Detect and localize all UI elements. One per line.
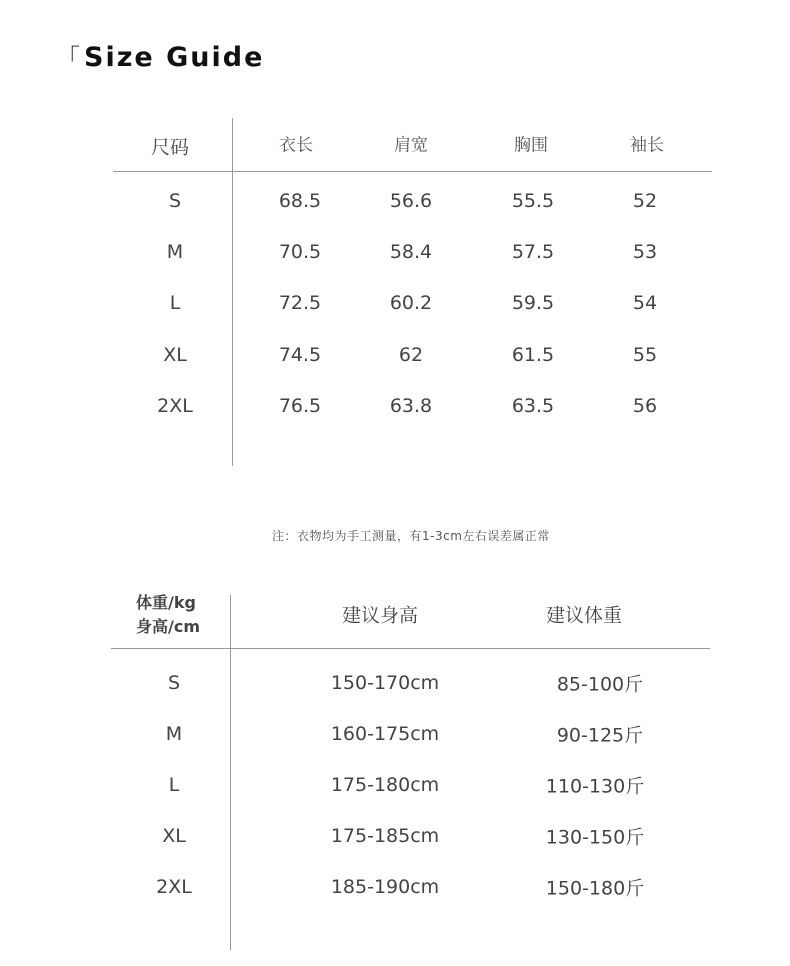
table-cell: L [168,774,180,796]
table2-corner-header [136,591,200,639]
table-cell: 160-175cm [330,723,440,745]
table-cell: 60.2 [389,292,433,314]
title-bracket: 「 [56,44,82,72]
table1-header-size: 尺码 [150,136,190,159]
table-cell: 175-185cm [330,825,440,847]
table-cell: 57.5 [511,241,555,263]
table-cell: 90-125斤 [556,724,644,747]
table-cell: 52 [632,190,658,212]
table-cell: 130-150斤 [545,826,645,849]
table1-header-length: 衣长 [279,135,313,156]
table-cell: XL [162,825,186,847]
table-cell: 150-170cm [330,672,440,694]
table-cell: 76.5 [278,395,322,417]
table-cell: L [169,292,181,314]
table-cell: 110-130斤 [545,775,645,798]
title-text: Size Guide [84,42,265,73]
corner-weight-label: 体重/kg [136,593,196,612]
table-cell: 2XL [157,395,193,417]
table-cell: 2XL [156,876,192,898]
table-cell: XL [163,344,187,366]
table-cell: 68.5 [278,190,322,212]
table-cell: 185-190cm [330,876,440,898]
table2-column-divider [230,595,231,950]
table-cell: M [165,723,183,745]
table-cell: 175-180cm [330,774,440,796]
table2-header-divider [111,648,710,649]
table-cell: S [168,190,182,212]
table-cell: 55 [632,344,658,366]
table-cell: 72.5 [278,292,322,314]
table-cell: 74.5 [278,344,322,366]
table-cell: 85-100斤 [556,673,644,696]
table2-header-weight: 建议体重 [545,604,623,627]
table1-header-divider [113,171,712,172]
table-cell: 54 [632,292,658,314]
table-cell: 59.5 [511,292,555,314]
table-cell: 55.5 [511,190,555,212]
corner-height-label: 身高/cm [136,617,201,636]
table-cell: 62 [398,344,424,366]
table-cell: M [166,241,184,263]
table1-header-sleeve: 袖长 [630,135,664,156]
table1-header-shoulder: 肩宽 [394,135,428,156]
table-cell: 63.5 [511,395,555,417]
table2-header-height: 建议身高 [341,604,419,627]
table-cell: 56.6 [389,190,433,212]
table-cell: 53 [632,241,658,263]
table1-header-chest: 胸围 [514,135,548,156]
page-title [56,38,264,73]
table-cell: 56 [632,395,658,417]
table-cell: 70.5 [278,241,322,263]
table-cell: 61.5 [511,344,555,366]
table-cell: 150-180斤 [545,877,645,900]
table-cell: 63.8 [389,395,433,417]
table-cell: S [167,672,181,694]
measurement-note: 注：衣物均为手工测量，有1-3cm左右误差属正常 [272,529,550,543]
table1-column-divider [232,118,233,466]
table-cell: 58.4 [389,241,433,263]
